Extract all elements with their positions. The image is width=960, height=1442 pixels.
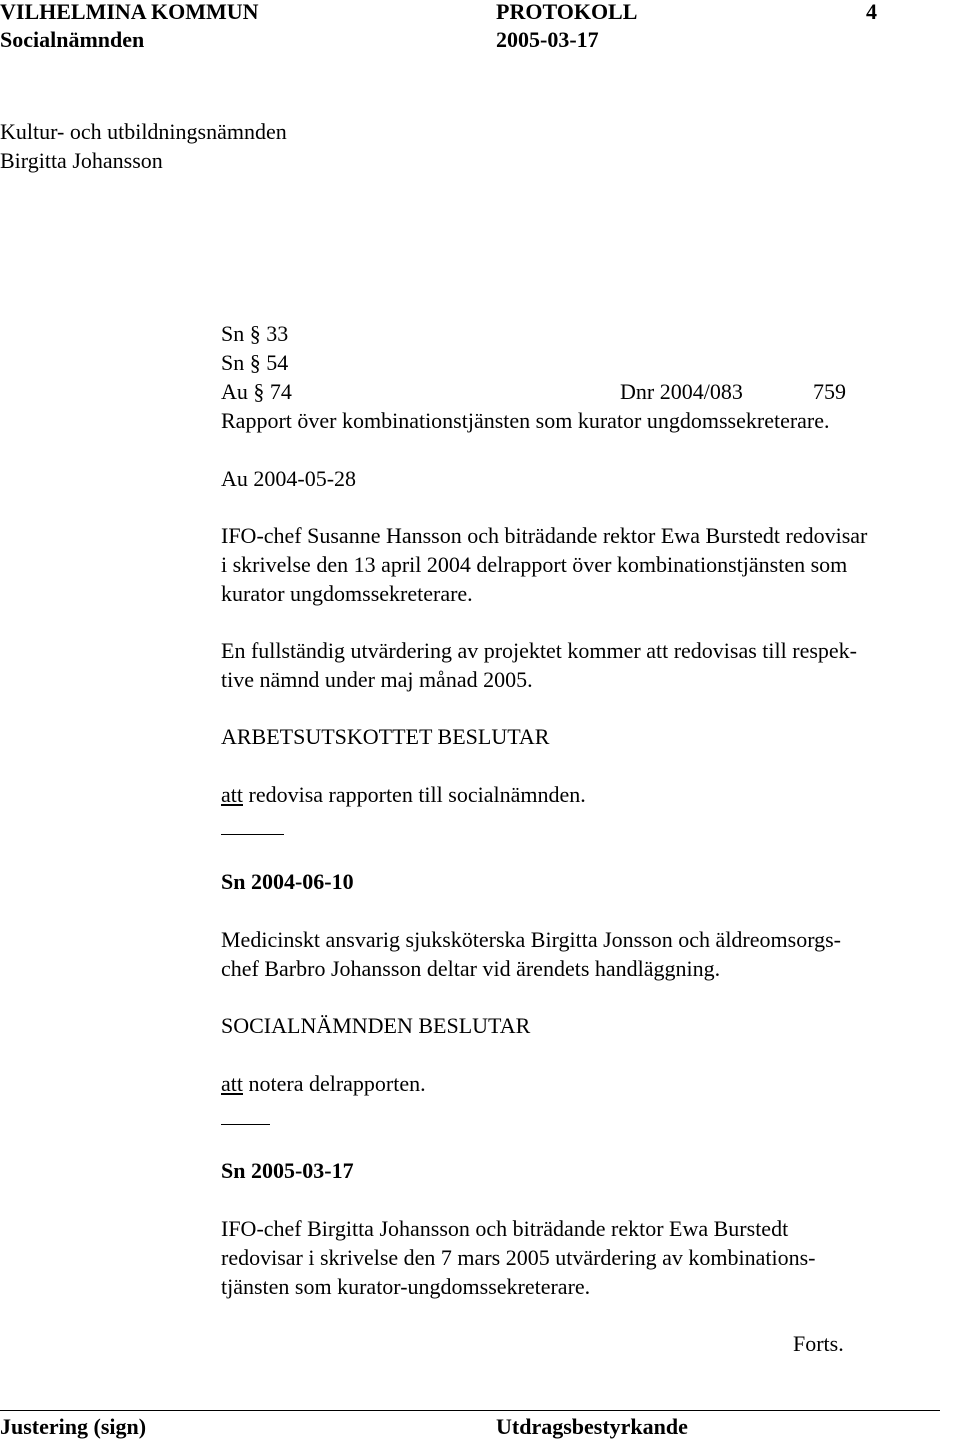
ref-sn54 bbox=[221, 349, 288, 377]
justering-label: Justering (sign) bbox=[0, 1414, 147, 1439]
recipient-1: Kultur- och utbildningsnämnden bbox=[0, 119, 287, 144]
meeting-date: 2005-03-17 bbox=[496, 27, 599, 52]
au-heading: Au 2004-05-28 bbox=[221, 466, 357, 491]
ref-prefix: Sn bbox=[221, 321, 245, 346]
municipality-name: VILHELMINA KOMMUN bbox=[0, 0, 259, 24]
au-para2-line: tive nämnd under maj månad 2005. bbox=[221, 667, 533, 692]
section-divider bbox=[221, 834, 284, 835]
au-para1-line: kurator ungdomssekreterare. bbox=[221, 581, 473, 606]
section-sign-icon: § bbox=[249, 350, 261, 375]
au-decision-heading: ARBETSUTSKOTTET BESLUTAR bbox=[221, 724, 550, 749]
section-sign-icon: § bbox=[249, 321, 261, 346]
att-keyword: att bbox=[221, 782, 243, 807]
utdrag-label: Utdragsbestyrkande bbox=[496, 1414, 688, 1439]
ref-au74 bbox=[221, 378, 292, 406]
au-decision bbox=[221, 781, 586, 809]
diary-number: Dnr 2004/083 bbox=[620, 379, 743, 404]
att-keyword: att bbox=[221, 1071, 243, 1096]
sn2-para-line: redovisar i skrivelse den 7 mars 2005 utvärdering av kombinations- bbox=[221, 1245, 816, 1270]
sn2-para-line: tjänsten som kurator-ungdomssekreterare. bbox=[221, 1274, 591, 1299]
section-divider bbox=[221, 1124, 270, 1125]
ref-prefix: Sn bbox=[221, 350, 245, 375]
sn1-para-line: chef Barbro Johansson deltar vid ärendets handläggning. bbox=[221, 956, 721, 981]
ref-number: 54 bbox=[266, 350, 289, 375]
diary-sub-number: 759 bbox=[813, 379, 846, 404]
ref-prefix: Au bbox=[221, 379, 248, 404]
decision-text: redovisa rapporten till socialnämnden. bbox=[243, 782, 586, 807]
sn2-para-line: IFO-chef Birgitta Johansson och biträdande rektor Ewa Burstedt bbox=[221, 1216, 789, 1241]
sn1-heading: Sn 2004-06-10 bbox=[221, 869, 354, 894]
recipient-2: Birgitta Johansson bbox=[0, 148, 163, 173]
section-sign-icon: § bbox=[253, 379, 265, 404]
continued-marker: Forts. bbox=[793, 1331, 844, 1356]
sn2-heading: Sn 2005-03-17 bbox=[221, 1158, 354, 1183]
au-para2-line: En fullständig utvärdering av projektet kommer att redovisas till respek- bbox=[221, 638, 857, 663]
decision-text: notera delrapporten. bbox=[243, 1071, 426, 1096]
ref-number: 33 bbox=[266, 321, 289, 346]
sn1-decision-heading: SOCIALNÄMNDEN BESLUTAR bbox=[221, 1013, 531, 1038]
sn1-decision bbox=[221, 1070, 426, 1098]
au-para1-line: IFO-chef Susanne Hansson och biträdande rektor Ewa Burstedt redovisar bbox=[221, 523, 868, 548]
board-name: Socialnämnden bbox=[0, 27, 145, 52]
footer-rule bbox=[0, 1410, 940, 1411]
page-number: 4 bbox=[866, 0, 877, 24]
document-type: PROTOKOLL bbox=[496, 0, 638, 24]
au-para1-line: i skrivelse den 13 april 2004 delrapport över kombinationstjänsten som bbox=[221, 552, 848, 577]
sn1-para-line: Medicinskt ansvarig sjuksköterska Birgitta Jonsson och äldreomsorgs- bbox=[221, 927, 842, 952]
matter-title: Rapport över kombinationstjänsten som kurator ungdomssekreterare. bbox=[221, 408, 830, 433]
ref-number: 74 bbox=[269, 379, 292, 404]
ref-sn33 bbox=[221, 320, 288, 348]
